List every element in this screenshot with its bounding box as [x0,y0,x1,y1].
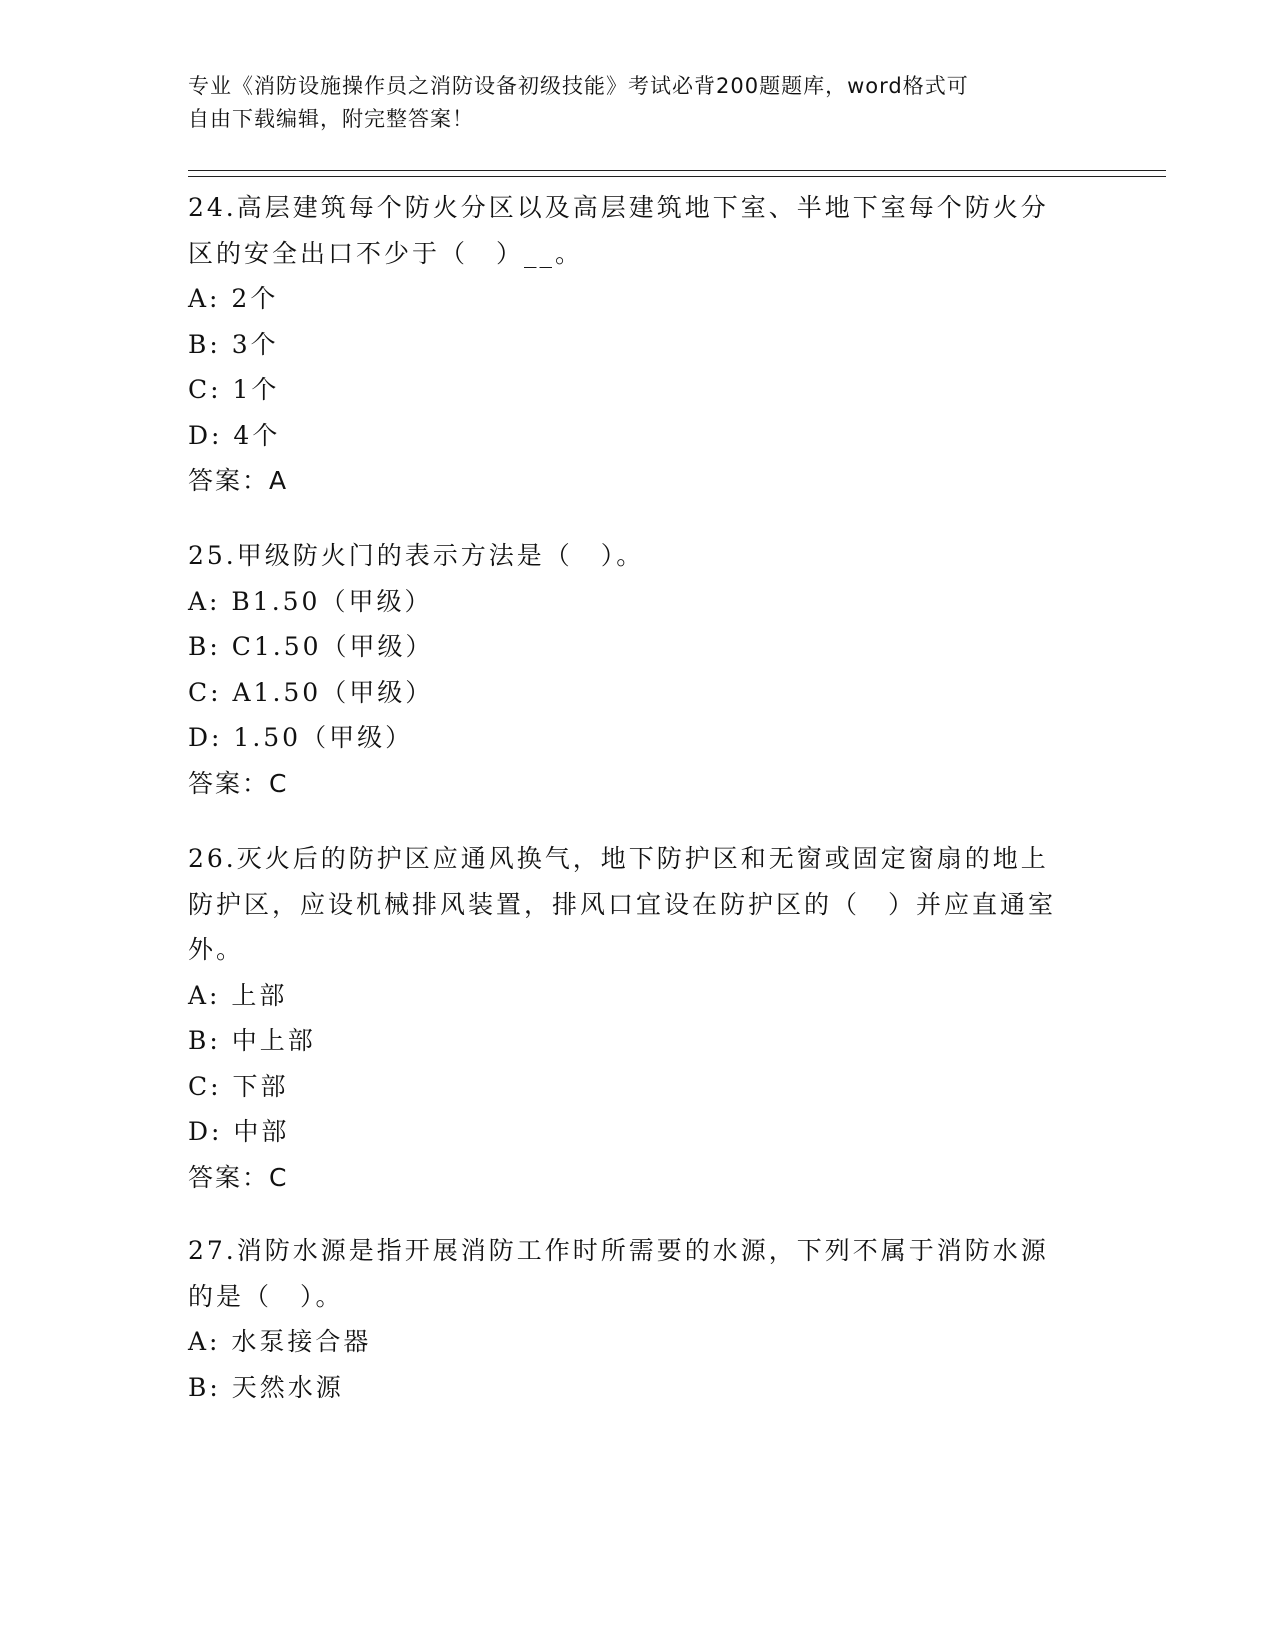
option-c: C: A1.50（甲级） [188,677,434,707]
answer: 答案：C [188,1162,289,1192]
option-d: D: 1.50（甲级） [188,723,414,752]
option-c: C: 1个 [188,375,280,404]
question-25 [188,533,1068,806]
option-b: B: C1.50（甲级） [188,632,434,661]
question-stem: 24.高层建筑每个防火分区以及高层建筑地下室、半地下室每个防火分区的安全出口不少于（ ）__。 [188,193,1049,268]
answer: 答案：C [188,768,289,798]
option-a: A: 水泵接合器 [188,1327,372,1356]
option-b: B: 3个 [188,329,279,359]
option-b: B: 中上部 [188,1026,316,1055]
header-divider-bottom [188,176,1166,177]
question-26 [188,836,1068,1200]
option-a: A: 上部 [188,980,288,1010]
header-line-1: 专业《消防设施操作员之消防设备初级技能》考试必背200题题库，word格式可 [188,74,969,98]
document-header [188,70,1068,136]
question-24 [188,185,1068,504]
header-line-2: 自由下载编辑，附完整答案！ [188,107,474,131]
option-a: A: B1.50（甲级） [188,586,433,616]
option-c: C: 下部 [188,1071,289,1101]
question-27 [188,1228,1068,1410]
question-stem: 27.消防水源是指开展消防工作时所需要的水源，下列不属于消防水源的是（ ）。 [188,1236,1049,1311]
header-divider-top [188,170,1166,171]
question-stem: 25.甲级防火门的表示方法是（ ）。 [188,541,645,570]
question-stem: 26.灭火后的防护区应通风换气，地下防护区和无窗或固定窗扇的地上防护区，应设机械排风装置，排风口宜设在防护区的（ ）并应直通室外。 [188,844,1057,964]
option-a: A: 2个 [188,284,279,313]
option-d: D: 4个 [188,420,281,450]
option-d: D: 中部 [188,1117,290,1146]
answer: 答案：A [188,466,289,495]
option-b: B: 天然水源 [188,1372,344,1402]
